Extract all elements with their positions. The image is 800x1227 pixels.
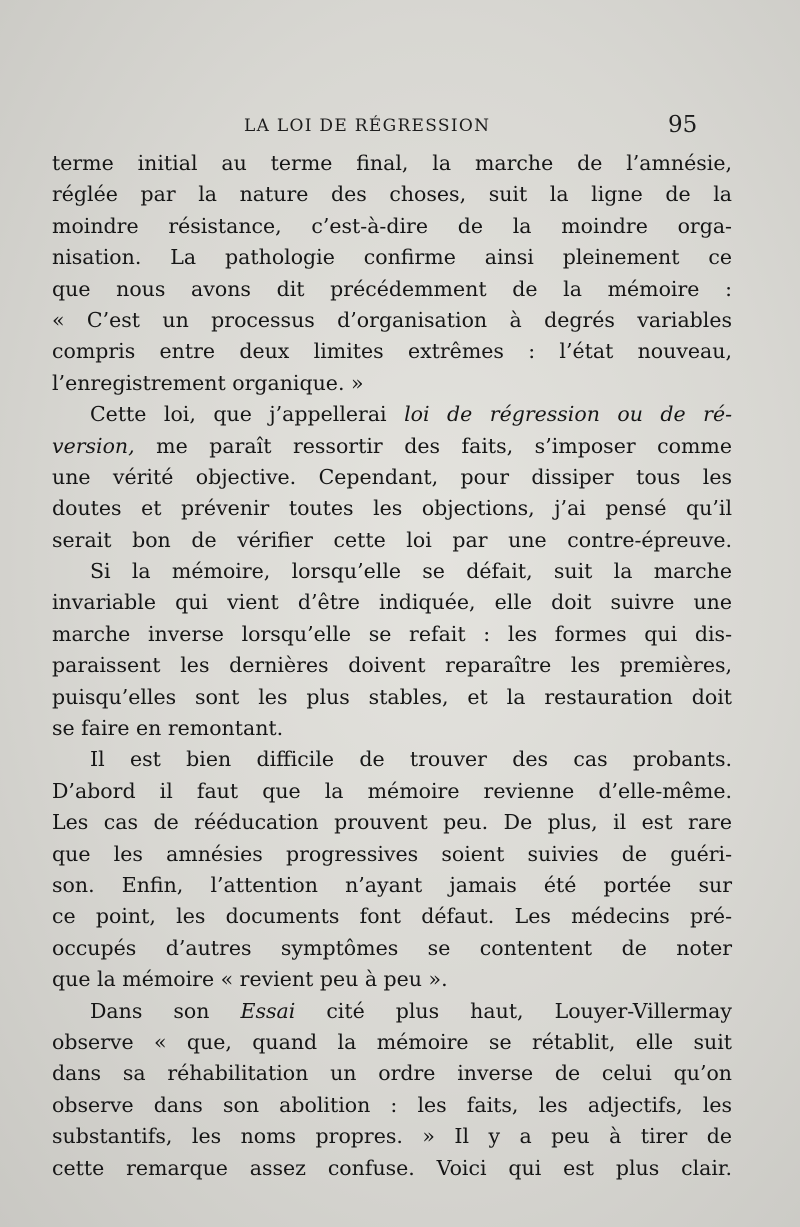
- text-line: nisation. La pathologie confirme ainsi pleinement ce: [52, 245, 732, 270]
- text-line: cette remarque assez confuse. Voici qui est plus clair.: [52, 1155, 732, 1180]
- chapter-title: LA LOI DE RÉGRESSION: [244, 116, 491, 136]
- italic-term: version,: [52, 433, 135, 458]
- text-line: puisqu’elles sont les plus stables, et la restauration doit: [52, 684, 732, 709]
- text-line: dans sa réhabilitation un ordre inverse de celui qu’on: [52, 1061, 732, 1086]
- body-text: [52, 148, 732, 1184]
- text-line: observe « que, quand la mémoire se rétablit, elle suit: [52, 1029, 732, 1054]
- text-line: serait bon de vérifier cette loi par une contre-épreuve.: [52, 527, 732, 552]
- text-line: [52, 996, 732, 1027]
- text-line: observe dans son abolition : les faits, les adjectifs, les: [52, 1092, 732, 1117]
- text-line: D’abord il faut que la mémoire revienne d’elle-même.: [52, 778, 732, 803]
- text-line: [52, 431, 732, 462]
- text-line: « C’est un processus d’organisation à degrés variables: [52, 307, 732, 332]
- text-line: Si la mémoire, lorsqu’elle se défait, suit la marche: [90, 559, 732, 584]
- text-line: occupés d’autres symptômes se contentent de noter: [52, 935, 732, 960]
- text-line: réglée par la nature des choses, suit la ligne de la: [52, 182, 732, 207]
- text-segment: cité plus haut, Louyer-Villermay: [295, 998, 732, 1023]
- running-head: [0, 112, 800, 142]
- text-line: paraissent les dernières doivent reparaître les premières,: [52, 653, 732, 678]
- text-line: moindre résistance, c’est-à-dire de la moindre orga-: [52, 213, 732, 238]
- text-segment: Cette loi, que j’appellerai: [90, 402, 405, 427]
- text-line: l’enregistrement organique. »: [52, 370, 364, 395]
- text-line: que les amnésies progressives soient suivies de guéri-: [52, 841, 732, 866]
- text-line: une vérité objective. Cependant, pour dissiper tous les: [52, 464, 732, 489]
- italic-term: loi de régression ou de ré-: [404, 402, 733, 427]
- text-line: substantifs, les noms propres. » Il y a peu à tirer de: [52, 1124, 732, 1149]
- text-line: invariable qui vient d’être indiquée, elle doit suivre une: [52, 590, 732, 615]
- text-line: marche inverse lorsqu’elle se refait : les formes qui dis-: [52, 621, 732, 646]
- text-line: Il est bien difficile de trouver des cas probants.: [90, 747, 732, 772]
- text-line: que la mémoire « revient peu à peu ».: [52, 967, 448, 992]
- text-line: doutes et prévenir toutes les objections, j’ai pensé qu’il: [52, 496, 732, 521]
- italic-term: Essai: [240, 998, 296, 1023]
- page-number: 95: [668, 112, 698, 138]
- text-line: Les cas de rééducation prouvent peu. De plus, il est rare: [52, 810, 732, 835]
- text-line: compris entre deux limites extrêmes : l’état nouveau,: [52, 339, 732, 364]
- text-line: ce point, les documents font défaut. Les médecins pré-: [52, 904, 732, 929]
- text-line: son. Enfin, l’attention n’ayant jamais été portée sur: [52, 872, 732, 897]
- text-line: terme initial au terme final, la marche de l’amnésie,: [52, 151, 732, 175]
- text-line: [52, 399, 732, 430]
- text-line: se faire en remontant.: [52, 716, 284, 741]
- text-line: que nous avons dit précédemment de la mémoire :: [52, 276, 732, 301]
- text-segment: Dans son: [90, 998, 241, 1023]
- text-segment: me paraît ressortir des faits, s’imposer comme: [134, 433, 732, 458]
